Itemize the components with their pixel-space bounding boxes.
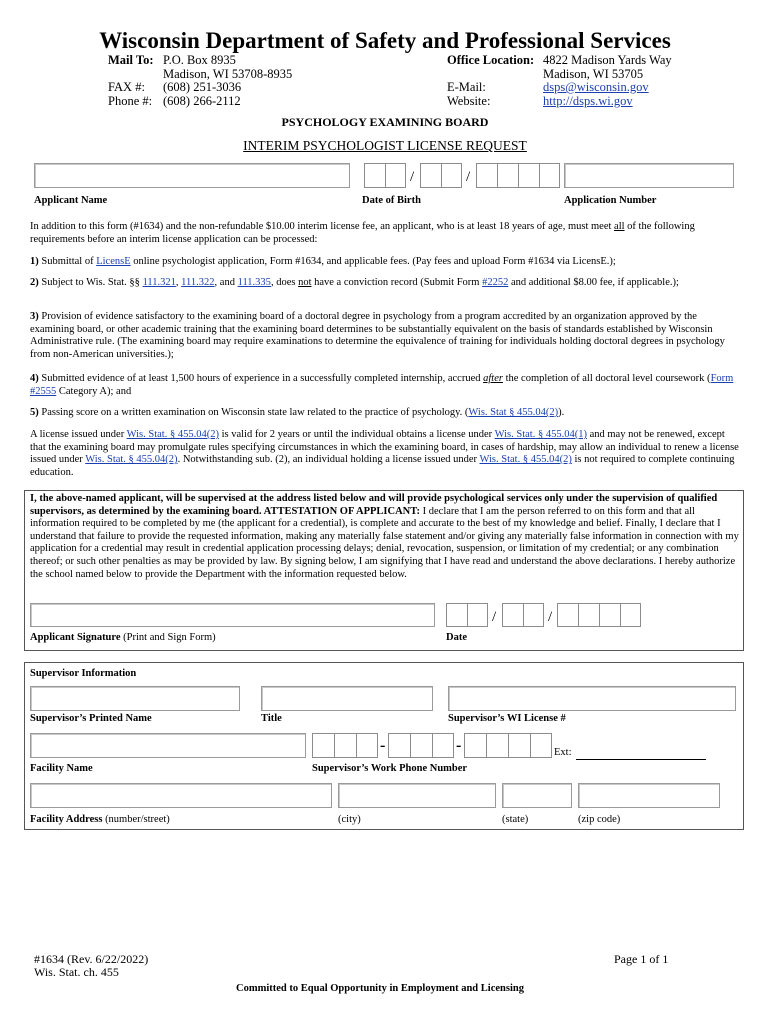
requirement-5: 5) Passing score on a written examination on Wisconsin state law related to the practice of psychology. (Wis. Stat § 455.04(2)). bbox=[30, 407, 565, 418]
phone-number: (608) 266-2112 bbox=[163, 93, 241, 108]
supervisor-heading: Supervisor Information bbox=[30, 668, 137, 679]
state-input[interactable] bbox=[502, 783, 572, 808]
office-line1: 4822 Madison Yards Way bbox=[543, 53, 672, 67]
board-name: PSYCHOLOGY EXAMINING BOARD bbox=[281, 115, 489, 129]
page-title: Wisconsin Department of Safety and Professional Services bbox=[99, 28, 671, 53]
lic-link-1[interactable]: Wis. Stat. § 455.04(2) bbox=[126, 429, 219, 440]
phone-label-sup: Supervisor’s Work Phone Number bbox=[312, 763, 468, 774]
licenser-link[interactable]: LicensE bbox=[96, 256, 131, 267]
requirement-2: 2) Subject to Wis. Stat. §§ 111.321, 111.322, and 111.335, does not have a conviction record (Submit Form #2252 and additional $8.00 fee, if applicable.); bbox=[30, 277, 679, 288]
stat-111-321-link[interactable]: 111.321 bbox=[142, 277, 176, 288]
dob-year-input[interactable] bbox=[476, 163, 560, 188]
form-number-block bbox=[34, 953, 148, 979]
mail-to-block bbox=[108, 54, 292, 108]
requirement-4: 4) Submitted evidence of at least 1,500 hours of experience in a successfully completed internship, accrued after the completion of all doctoral level coursework (Form #2555 Category A); and bbox=[30, 373, 734, 397]
facility-address-label: Facility Address (number/street) bbox=[30, 814, 170, 825]
facility-name-input[interactable] bbox=[30, 733, 306, 758]
website-label: Website: bbox=[447, 93, 491, 108]
state-label: (state) bbox=[502, 814, 529, 825]
dob-label: Date of Birth bbox=[362, 195, 421, 206]
supervisor-name-label: Supervisor’s Printed Name bbox=[30, 713, 152, 724]
phone-prefix-input[interactable] bbox=[388, 733, 454, 758]
signature-date-label: Date bbox=[446, 632, 467, 643]
sig-date-separator-2: / bbox=[548, 609, 553, 625]
zip-label: (zip code) bbox=[578, 814, 621, 825]
form-2252-link[interactable]: #2252 bbox=[482, 277, 509, 288]
phone-sep-1: - bbox=[380, 737, 386, 754]
dob-month-input[interactable] bbox=[364, 163, 406, 188]
email-label: E-Mail: bbox=[447, 80, 486, 94]
supervisor-title-input[interactable] bbox=[261, 686, 433, 711]
office-line2: Madison, WI 53705 bbox=[543, 66, 644, 81]
dob-day-input[interactable] bbox=[420, 163, 462, 188]
city-label: (city) bbox=[338, 814, 361, 825]
mail-line2: Madison, WI 53708-8935 bbox=[163, 66, 293, 81]
sig-date-day-input[interactable] bbox=[502, 603, 544, 627]
stat-455-04-2-link[interactable]: Wis. Stat § 455.04(2) bbox=[468, 407, 559, 418]
dob-separator-1: / bbox=[410, 169, 415, 185]
supervisor-license-input[interactable] bbox=[448, 686, 736, 711]
statute-ref: Wis. Stat. ch. 455 bbox=[34, 965, 119, 979]
supervisor-license-label: Supervisor’s WI License # bbox=[448, 713, 566, 724]
office-label: Office Location: bbox=[447, 53, 535, 67]
form-2555-link[interactable]: Form #2555 bbox=[30, 373, 734, 397]
mail-to-label: Mail To: bbox=[108, 53, 154, 67]
sig-date-separator-1: / bbox=[492, 609, 497, 625]
intro-paragraph: In addition to this form (#1634) and the non-refundable $10.00 interim license fee, an applicant, who is at least 18 years of age, must meet all of the following requirements before an interim license application can be processed: bbox=[30, 221, 695, 245]
supervisor-name-input[interactable] bbox=[30, 686, 240, 711]
lic-link-4[interactable]: Wis. Stat. § 455.04(2) bbox=[479, 454, 572, 466]
city-input[interactable] bbox=[338, 783, 496, 808]
license-validity-paragraph: A license issued under Wis. Stat. § 455.04(2) is valid for 2 years or until the individual obtains a license under Wis. Stat. § 455.04(1) and may not be renewed, except that the examining board may promulgate rules specifying circumstances in which the examining board, in cases of hardship, may allow an individual to renew a license issued under Wis. Stat. § 455.04(2). Notwithstanding sub. (2), an individual holding a license issued under Wis. Stat. § 455.04(2) is not required to complete continuing education. bbox=[30, 429, 739, 478]
form-number: #1634 (Rev. 6/22/2022) bbox=[34, 952, 149, 966]
office-block bbox=[447, 54, 672, 108]
applicant-signature-input[interactable] bbox=[30, 603, 435, 627]
ext-input[interactable] bbox=[576, 759, 706, 760]
application-number-input[interactable] bbox=[564, 163, 734, 188]
signature-label: Applicant Signature (Print and Sign Form) bbox=[30, 632, 216, 643]
footer-motto: Committed to Equal Opportunity in Employment and Licensing bbox=[236, 983, 524, 994]
applicant-name-input[interactable] bbox=[34, 163, 350, 188]
sig-date-year-input[interactable] bbox=[557, 603, 641, 627]
email-link[interactable]: dsps@wisconsin.gov bbox=[543, 80, 649, 94]
mail-line1: P.O. Box 8935 bbox=[163, 53, 236, 67]
facility-name-label: Facility Name bbox=[30, 763, 93, 774]
sig-date-month-input[interactable] bbox=[446, 603, 488, 627]
website-link[interactable]: http://dsps.wi.gov bbox=[543, 93, 633, 108]
lic-link-3[interactable]: Wis. Stat. § 455.04(2) bbox=[85, 454, 178, 466]
zip-input[interactable] bbox=[578, 783, 720, 808]
requirement-1: 1) Submittal of LicensE online psychologist application, Form #1634, and applicable fees. (Pay fees and upload Form #1634 via LicensE.); bbox=[30, 256, 616, 267]
application-number-label: Application Number bbox=[564, 195, 657, 206]
phone-sep-2: - bbox=[456, 737, 462, 754]
dob-separator-2: / bbox=[466, 169, 471, 185]
requirement-3: 3) Provision of evidence satisfactory to the examining board of a doctoral degree in psychology from a program accredited by an organization approved by the examining board, or other academic training that the examining board determines to be substantially equivalent on the basis of standards established by Wisconsin Administrative rule. (The examining board may require examinations to determine the equivalence of training for individuals holding doctoral degrees in psychology from non-American universities.); bbox=[30, 311, 725, 360]
form-title: INTERIM PSYCHOLOGIST LICENSE REQUEST bbox=[243, 138, 527, 153]
ext-label: Ext: bbox=[554, 747, 572, 758]
page-number: Page 1 of 1 bbox=[614, 952, 669, 966]
stat-111-335-link[interactable]: 111.335 bbox=[237, 277, 271, 288]
supervisor-title-label: Title bbox=[261, 713, 282, 724]
stat-111-322-link[interactable]: 111.322 bbox=[181, 277, 215, 288]
attestation-text: I, the above-named applicant, will be supervised at the address listed below and will provide psychological services only under the supervision of qualified supervisors, as determined by the examining board. ATTESTATION OF APPLICANT: I declare that I am the person referred to on this form and that all information required to be completed by me (the applicant for a credential), is complete and accurate to the best of my knowledge and belief. Finally, I declare that I understand that failure to provide the requested information, making any materially false statement and/or giving any materially false information in connection with my application for a credential may result in credential application processing delays; denial, revocation, suspension, or limitation of my credential; or any combination thereof; or such other penalties as may be provided by law. By signing below, I am signifying that I have read and understand the above declarations. I hereby authorize the school named below to provide the Department with the information requested below. bbox=[30, 493, 739, 580]
phone-label: Phone #: bbox=[108, 93, 153, 108]
phone-area-code-input[interactable] bbox=[312, 733, 378, 758]
phone-line-input[interactable] bbox=[464, 733, 552, 758]
facility-address-input[interactable] bbox=[30, 783, 332, 808]
lic-link-2[interactable]: Wis. Stat. § 455.04(1) bbox=[494, 429, 587, 440]
fax-label: FAX #: bbox=[108, 80, 145, 94]
applicant-name-label: Applicant Name bbox=[34, 195, 108, 206]
fax-number: (608) 251-3036 bbox=[163, 80, 242, 94]
